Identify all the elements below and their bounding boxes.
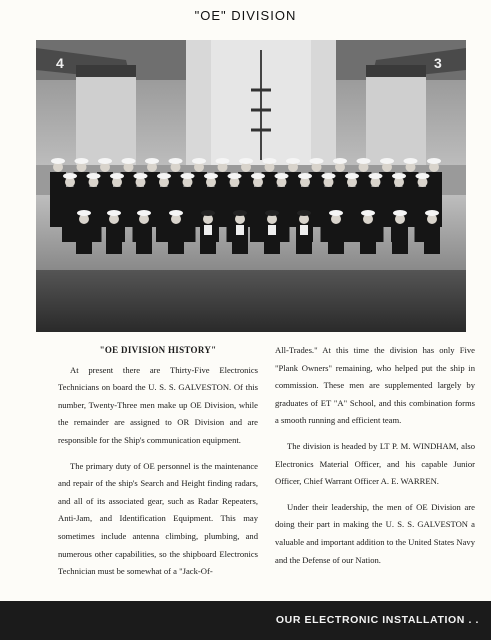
article-paragraph: At present there are Thirty-Five Electronics Technicians on board the U. S. S. GALVESTON. Of this number, Twenty-Three men make up OE Division, while the remainder are assigned to OR Division and are responsible for the Ship's communication equipment. <box>58 364 258 445</box>
article-paragraph: Under their leadership, the men of OE Division are doing their part in making the U. S. S. GALVESTON a valuable and important addition to the United States Navy and the Defense of our Nation. <box>275 501 475 565</box>
article-paragraph-continued: All-Trades." At this time the division has only Five "Plank Owners" remaining, who helped put the ship in commission. These men are supplemented largely by graduates of ET "A" School, and this combination forms a smooth running and efficient team. <box>275 345 475 426</box>
article-column-right <box>275 342 475 577</box>
hull-number-left: 4 <box>56 55 64 71</box>
page-title: "OE" DIVISION <box>194 8 297 23</box>
article-column-left <box>58 342 258 589</box>
article-paragraph: The primary duty of OE personnel is the maintenance and repair of the ship's Search and Height finding radars, and all of its associated gear, such as Radar Repeaters, Anti-Jam, and Identification Equipment. This may sometimes include antenna climbing, plumbing, and numerous other capabilities, so the shipboard Electronics Technician must be somewhat of a "Jack-Of- <box>58 460 258 577</box>
hull-number-right: 3 <box>434 55 442 71</box>
article-paragraph: The division is headed by LT P. M. WINDHAM, also Electronics Material Officer, and his capable Junior Officer, Chief Warrant Officer A. E. WARREN. <box>275 440 475 487</box>
crew-formation <box>50 158 442 254</box>
footer-bar <box>0 601 491 640</box>
division-group-photo <box>36 40 466 332</box>
footer-caption: OUR ELECTRONIC INSTALLATION . . <box>275 614 479 626</box>
article-heading: "OE DIVISION HISTORY" <box>99 345 217 355</box>
